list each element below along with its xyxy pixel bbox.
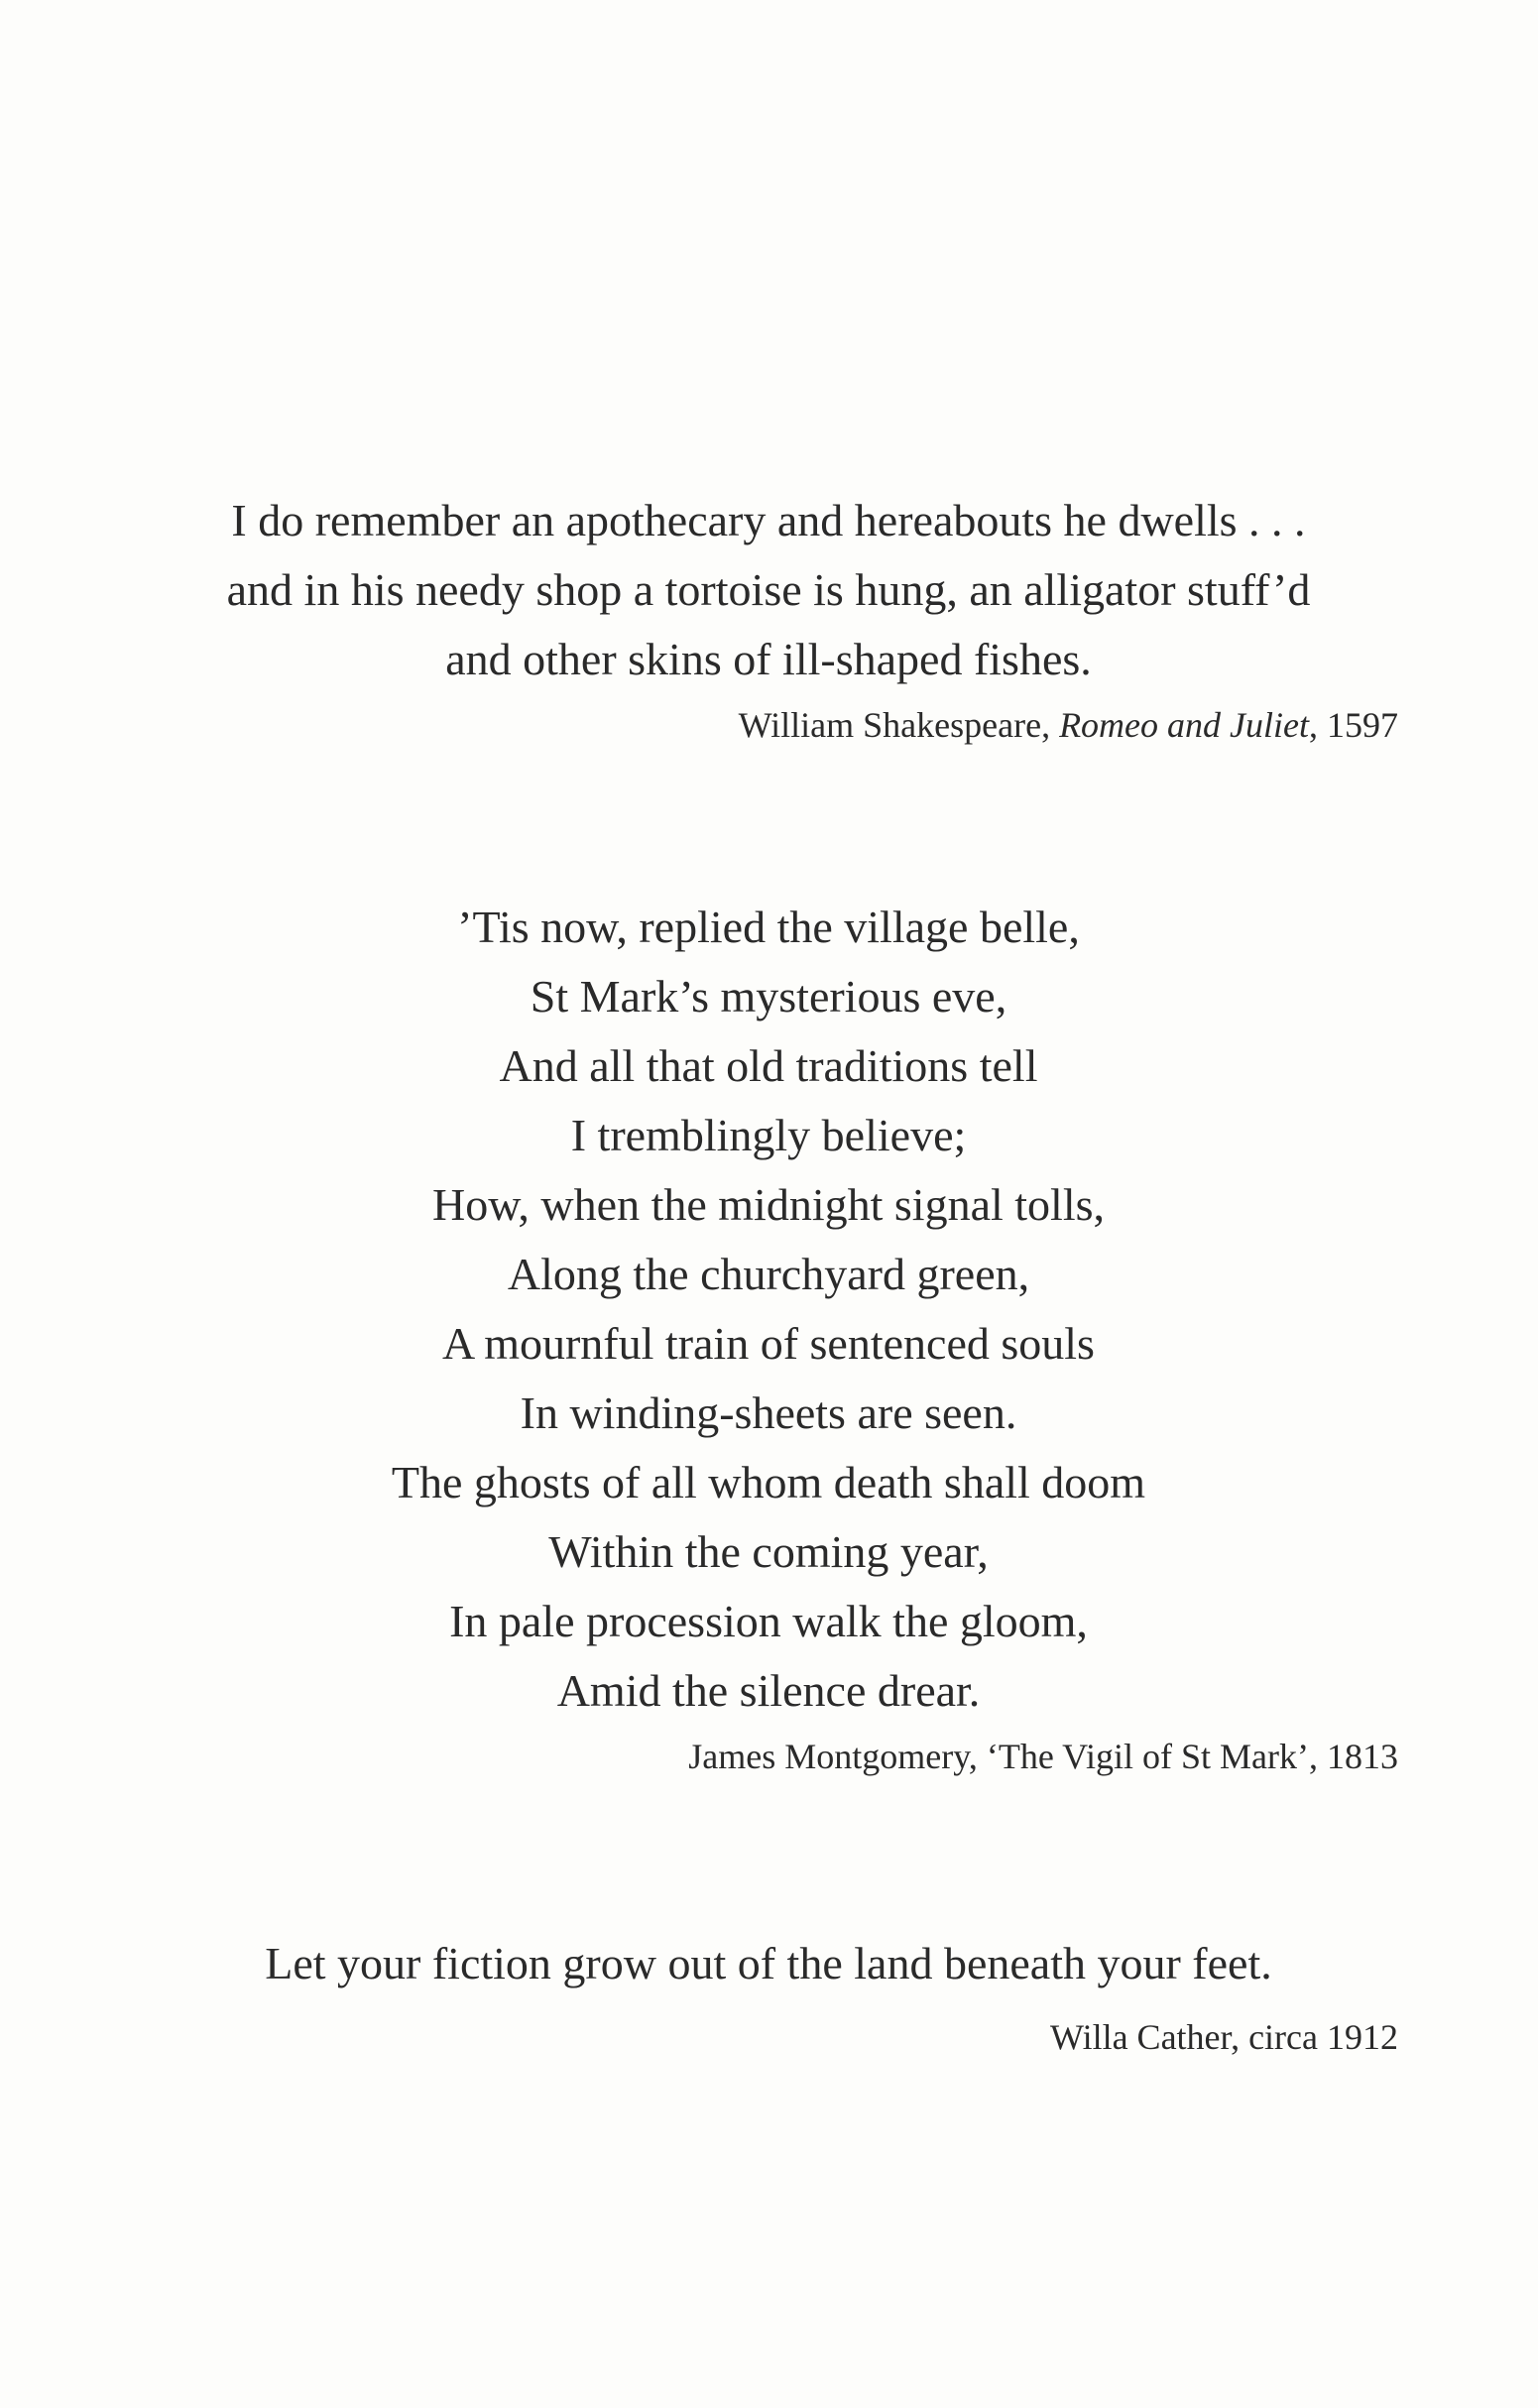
attribution-work-title: Romeo and Juliet	[1059, 705, 1309, 745]
quote-line: How, when the midnight signal tolls,	[431, 1179, 1106, 1230]
quote-line: Along the churchyard green,	[507, 1249, 1030, 1299]
epigraph-montgomery	[139, 893, 1398, 1781]
epigraph-quote	[139, 1929, 1398, 1998]
epigraph-quote	[139, 486, 1398, 694]
quote-line: In winding-sheets are seen.	[520, 1387, 1017, 1438]
quote-line: In pale procession walk the gloom,	[449, 1596, 1088, 1646]
epigraph-attribution: James Montgomery, ‘The Vigil of St Mark’, 1813	[688, 1737, 1398, 1776]
quote-line: I do remember an apothecary and hereabouts he dwells . . .	[231, 495, 1306, 545]
epigraph-cather	[139, 1929, 1398, 2062]
quote-line: ’Tis now, replied the village belle,	[457, 902, 1080, 952]
quote-line: A mournful train of sentenced souls	[442, 1318, 1095, 1369]
epigraph-quote	[139, 893, 1398, 1726]
quote-line: and other skins of ill-shaped fishes.	[445, 634, 1092, 684]
epigraph-attribution: Willa Cather, circa 1912	[1050, 2017, 1398, 2057]
attribution-year: , 1597	[1309, 705, 1398, 745]
epigraph-attribution	[139, 700, 1398, 750]
quote-line: Let your fiction grow out of the land beneath your feet.	[265, 1938, 1272, 1988]
quote-line: and in his needy shop a tortoise is hung, an alligator stuff’d	[226, 564, 1311, 615]
quote-line: Within the coming year,	[548, 1526, 989, 1577]
quote-line: Amid the silence drear.	[556, 1665, 981, 1716]
epigraph-shakespeare	[139, 486, 1398, 750]
quote-line: And all that old traditions tell	[499, 1040, 1038, 1091]
attribution-author: William Shakespeare,	[738, 705, 1060, 745]
quote-line: The ghosts of all whom death shall doom	[391, 1457, 1146, 1507]
quote-line: St Mark’s mysterious eve,	[530, 971, 1007, 1022]
quote-line: I tremblingly believe;	[570, 1110, 967, 1160]
